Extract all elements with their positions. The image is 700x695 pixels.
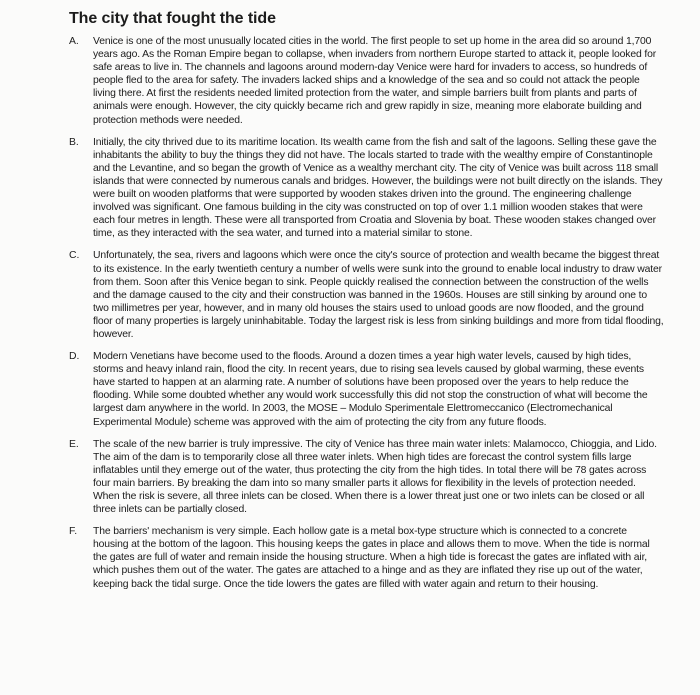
paragraph-text: Unfortunately, the sea, rivers and lagoons which were once the city's source of protection and wealth became the biggest threat to its existence. In the early twentieth century a number of wells were sunk into the ground to enable local industry to draw water from them. Soon after this Venice began to sink. People quickly realised the connection between the construction of the wells and the damage caused to the city and their construction was banned in the 1960s. Houses are still sinking by around one to two millimetres per year, however, and in many old houses the stairs used to unload goods are now flooded, and the ground floor of many properties is largely uninhabitable. Today the largest risk is less from sinking buildings and more from tidal flooding, however. (93, 250, 664, 340)
paragraph-text: The barriers' mechanism is very simple. Each hollow gate is a metal box-type structure which is connected to a concrete housing at the bottom of the lagoon. This housing keeps the gates in place and allows them to move. When the tide is normal the gates are full of water and remain inside the housing structure. When a high tide is forecast the gates are inflated with air, which pushes them out of the water. The gates are attached to a hinge and as they are inflated they rise up out of the water, keeping back the tidal surge. Once the tide lowers the gates are filled with water again and return to their housing. (93, 526, 650, 590)
paragraph-text: Modern Venetians have become used to the floods. Around a dozen times a year high water levels, caused by high tides, storms and heavy inland rain, flood the city. In recent years, due to rising sea levels caused by global warming, these events have started to happen at an alarming rate. A number of solutions have been proposed over the years to help reduce the flooding. While some doubted whether any would work successfully this did not stop the construction of what will become the largest dam anywhere in the world. In 2003, the MOSE – Modulo Sperimentale Elettromeccanico (Electromechanical Experimental Module) scheme was approved with the aim of protecting the city from any future floods. (93, 351, 648, 428)
paragraph-letter: E. (69, 438, 79, 450)
paragraph-b (69, 136, 664, 241)
paragraph-c (69, 249, 664, 341)
page-title: The city that fought the tide (69, 10, 276, 27)
paragraph-text: The scale of the new barrier is truly impressive. The city of Venice has three main water inlets: Malamocco, Chioggia, and Lido. The aim of the dam is to temporarily close all three water inlets. When high tides are forecast the control system fills large inflatables until they emerge out of the water, thus protecting the city from the high tides. In total there will be 78 gates across four main barriers. By breaking the dam into so many smaller parts it allows for flexibility in the levels of protection needed. When the risk is severe, all three inlets can be closed. When there is a lower threat just one or two inlets can be closed or all three inlets can be partially closed. (93, 438, 657, 516)
paragraph-text: Venice is one of the most unusually located cities in the world. The first people to set up home in the area did so around 1,700 years ago. As the Roman Empire began to collapse, when invaders from northern Europe started to attack it, people looked for safe areas to live in. The channels and lagoons around modern-day Venice were hard for invaders to access, so hundreds of people fled to the area for safety. The invaders lacked ships and a knowledge of the sea and so could not attack the people living there. At first the residents needed limited protection from the water, and simple barriers built from plants and parts of animals were enough. However, the city quickly became rich and grew rapidly in size, meaning more elaborate building and protection methods were needed. (93, 36, 657, 126)
paragraph-a (69, 35, 664, 127)
paragraph-e (69, 438, 664, 517)
paragraph-letter: F. (69, 526, 78, 538)
paragraph-letter: B. (69, 136, 79, 148)
paragraph-f (69, 525, 664, 590)
paragraph-letter: D. (69, 351, 80, 363)
paragraph-d (69, 350, 664, 429)
paragraph-letter: A. (69, 36, 79, 47)
paragraph-text: Initially, the city thrived due to its maritime location. Its wealth came from the fish and salt of the lagoons. Selling these gave the inhabitants the ability to buy the things they did not have. The locals started to trade with the wealthy empire of Constantinople and the Levantine, and so began the growth of Venice as a wealthy merchant city. The city of Venice was built across 118 small islands that were connected by numerous canals and bridges. However, the buildings were not built directly on the islands. They were built on wooden platforms that were supported by wooden stakes driven into the ground. The engineering challenge involved was significant. One famous building in the city was constructed on top of over 1.1 million wooden stakes that were each four metres in length. These were all transported from Croatia and Slovenia by boat. These wooden stakes changed over time, as they interacted with the sea water, and turned into a material similar to stone. (93, 136, 663, 240)
paragraph-letter: C. (69, 250, 80, 262)
